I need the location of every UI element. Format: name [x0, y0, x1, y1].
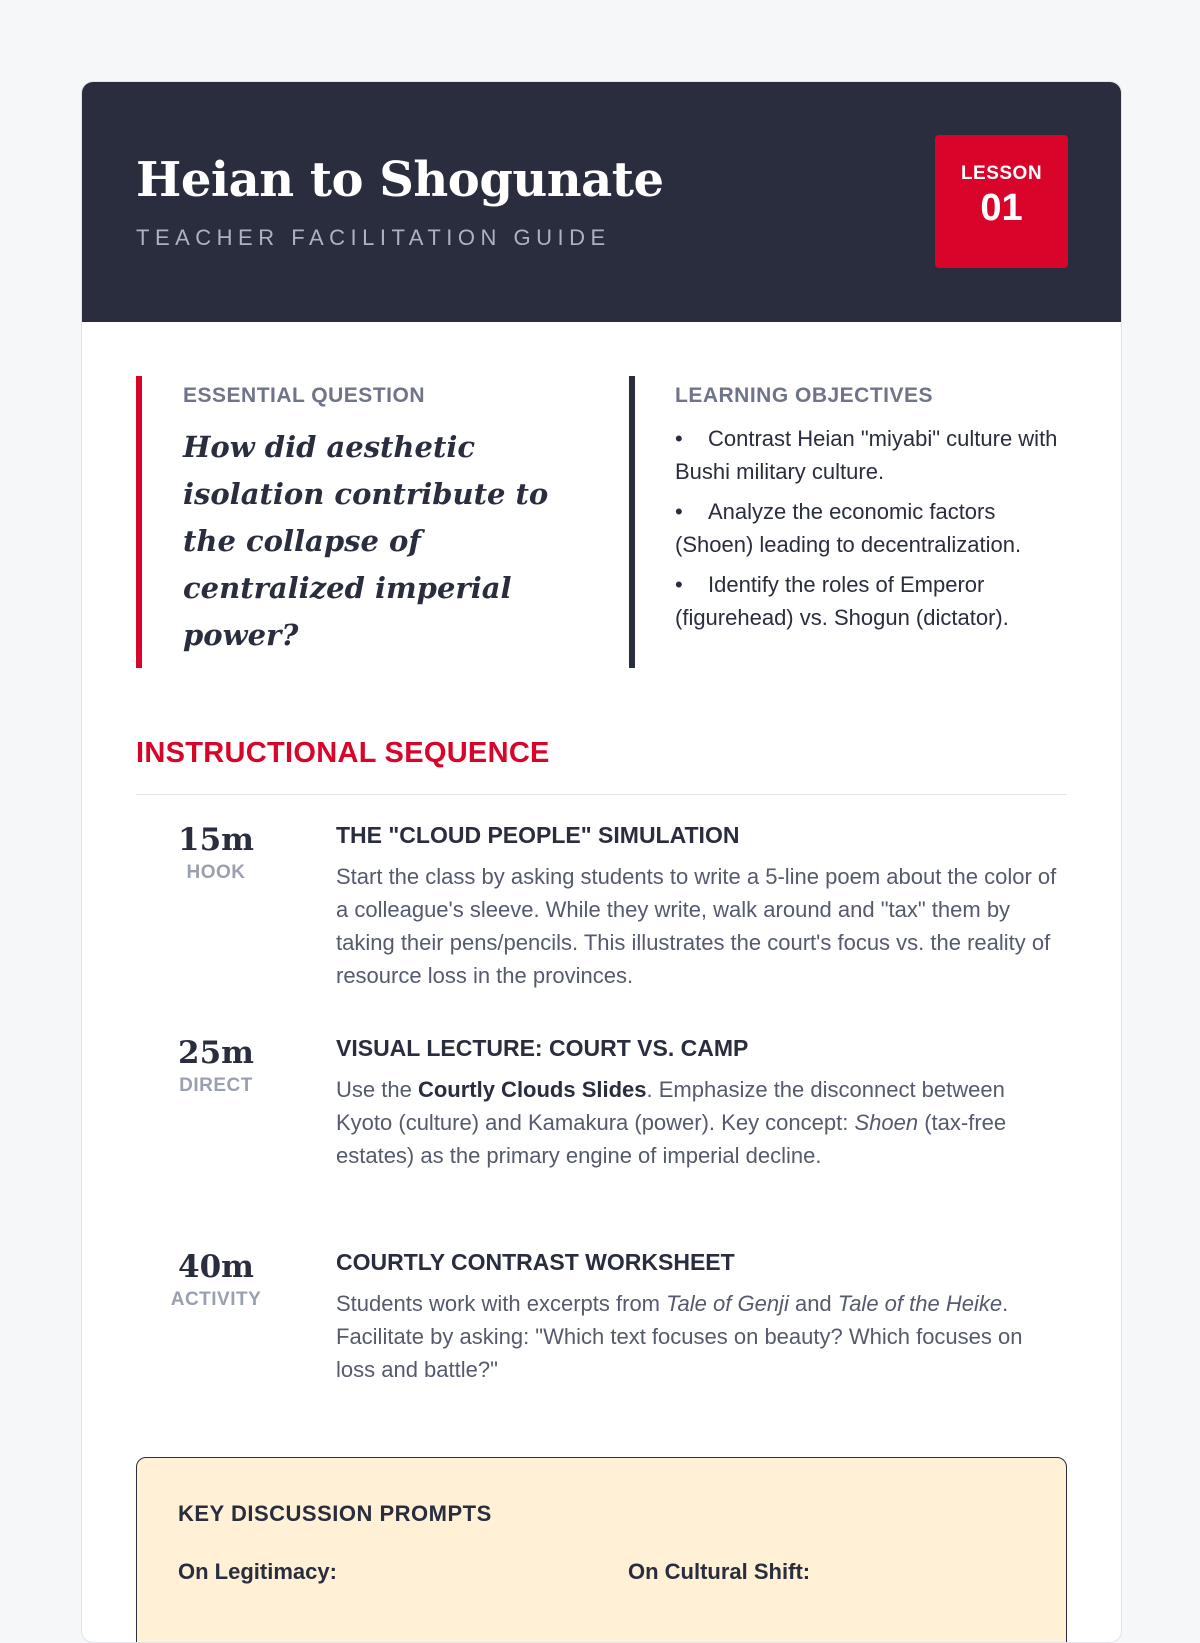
step-duration: 25m — [178, 1035, 254, 1071]
objective-item: • Identify the roles of Emperor (figurehead) vs. Shogun (dictator). — [675, 572, 1009, 630]
step-heading: COURTLY CONTRAST WORKSHEET — [336, 1249, 735, 1275]
step-description: Use the Courtly Clouds Slides. Emphasize the disconnect between Kyoto (culture) and Kamakura (power). Key concept: Shoen (tax-free estates) as the primary engine of imperial decline. — [336, 1077, 1007, 1168]
step-heading: THE "CLOUD PEOPLE" SIMULATION — [336, 822, 740, 848]
discussion-prompts-title: KEY DISCUSSION PROMPTS — [178, 1501, 492, 1526]
divider — [136, 794, 1067, 795]
lesson-badge-label: LESSON — [960, 163, 1043, 184]
page-subtitle: TEACHER FACILITATION GUIDE — [136, 225, 611, 250]
step-time — [136, 1033, 296, 1097]
lesson-card — [81, 81, 1122, 1643]
step-type: ACTIVITY — [170, 1289, 262, 1310]
objective-item: • Analyze the economic factors (Shoen) leading to decentralization. — [675, 499, 1022, 557]
learning-objectives-label: LEARNING OBJECTIVES — [675, 384, 934, 407]
essential-question-text: How did aesthetic isolation contribute to the collapse of centralized imperial power? — [183, 430, 549, 652]
step-time — [136, 1247, 296, 1311]
step-duration: 40m — [178, 1249, 254, 1285]
essential-question-block — [136, 376, 592, 668]
step-time — [136, 820, 296, 884]
prompt-heading-legitimacy: On Legitimacy: — [178, 1559, 337, 1584]
step-description: Students work with excerpts from Tale of Genji and Tale of the Heike. Facilitate by asking: "Which text focuses on beauty? Which focuses on loss and battle?" — [336, 1291, 1023, 1382]
discussion-prompts-box — [136, 1457, 1067, 1643]
step-type: HOOK — [186, 862, 246, 883]
sequence-step-direct — [136, 1033, 1067, 1213]
step-description: Start the class by asking students to write a 5-line poem about the color of a colleague's sleeve. While they write, walk around and "tax" them by taking their pens/pencils. This illustrates the court's focus vs. the reality of resource loss in the provinces. — [336, 864, 1057, 988]
step-duration: 15m — [178, 822, 254, 858]
objectives-list — [675, 422, 1075, 641]
sequence-step-hook — [136, 820, 1067, 1000]
step-type: DIRECT — [179, 1075, 253, 1096]
lesson-header — [82, 82, 1121, 322]
prompt-heading-cultural-shift: On Cultural Shift: — [628, 1559, 811, 1584]
step-body — [336, 1247, 1067, 1386]
step-body — [336, 1033, 1067, 1172]
step-body — [336, 820, 1067, 992]
objective-item: • Contrast Heian "miyabi" culture with Bushi military culture. — [675, 426, 1058, 484]
page-title: Heian to Shogunate — [136, 152, 664, 208]
learning-objectives-block — [629, 376, 1075, 668]
essential-question-label: ESSENTIAL QUESTION — [183, 384, 425, 407]
step-heading: VISUAL LECTURE: COURT VS. CAMP — [336, 1035, 749, 1061]
lesson-badge — [935, 135, 1068, 268]
lesson-badge-number: 01 — [980, 187, 1023, 229]
sequence-step-activity — [136, 1247, 1067, 1397]
sequence-title: INSTRUCTIONAL SEQUENCE — [136, 737, 550, 769]
